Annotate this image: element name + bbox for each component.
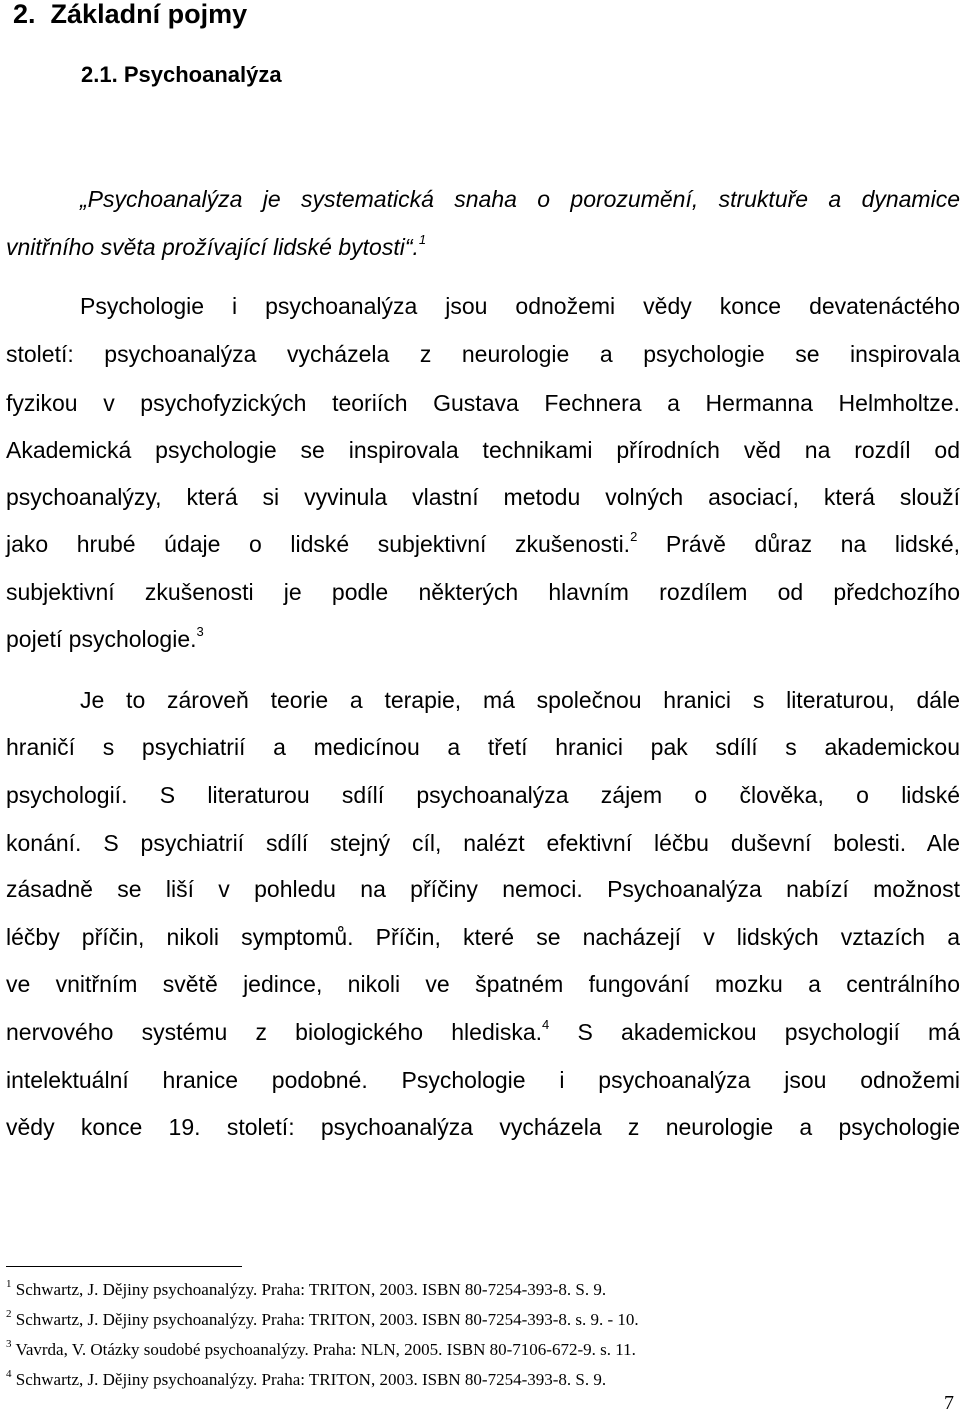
paragraph-line: psychoanalýzy, která si vyvinula vlastní metodu volných asociací, která slouží: [6, 484, 960, 510]
paragraph-line: léčby příčin, nikoli symptomů. Příčin, které se nacházejí v lidských vztazích a: [6, 924, 960, 950]
paragraph-line: Je to zároveň teorie a terapie, má společnou hranici s literaturou, dále: [80, 687, 960, 713]
quote-text: vnitřního světa prožívající lidské bytosti“.: [6, 234, 419, 260]
footnote-number: 3: [6, 1338, 12, 1350]
paragraph-line: intelektuální hranice podobné. Psychologie i psychoanalýza jsou odnožemi: [6, 1067, 960, 1093]
footnote-text: Schwartz, J. Dějiny psychoanalýzy. Praha: TRITON, 2003. ISBN 80-7254-393-8. S. 9.: [15, 1280, 607, 1299]
footnote-number: 4: [6, 1368, 12, 1380]
quote-line: „Psychoanalýza je systematická snaha o porozumění, struktuře a dynamice: [80, 186, 960, 212]
paragraph-line: [6, 624, 960, 654]
paragraph-text: pojetí psychologie.: [6, 626, 197, 652]
paragraph-text: Právě důraz na lidské,: [637, 531, 960, 557]
footnote-text: Schwartz, J. Dějiny psychoanalýzy. Praha: TRITON, 2003. ISBN 80-7254-393-8. s. 9. - 10.: [15, 1310, 639, 1329]
subsection-title: Psychoanalýza: [123, 62, 282, 87]
footnote-ref: 2: [630, 529, 638, 544]
footnote-ref: 4: [542, 1017, 550, 1032]
footnote-ref: 3: [196, 624, 204, 639]
footnote-separator: [6, 1266, 242, 1267]
footnote: [6, 1339, 636, 1361]
footnote: [6, 1279, 606, 1301]
paragraph-line: Psychologie i psychoanalýza jsou odnožemi vědy konce devatenáctého: [80, 293, 960, 319]
footnote-text: Vavrda, V. Otázky soudobé psychoanalýzy. Praha: NLN, 2005. ISBN 80-7106-672-9. s. 11.: [15, 1340, 636, 1359]
paragraph-line: [6, 1017, 960, 1047]
footnote-text: Schwartz, J. Dějiny psychoanalýzy. Praha: TRITON, 2003. ISBN 80-7254-393-8. S. 9.: [15, 1370, 607, 1389]
footnote-ref: 1: [418, 232, 427, 247]
quote-line: [6, 232, 960, 262]
paragraph-text: nervového systému z biologického hlediska.: [6, 1019, 543, 1045]
paragraph-line: zásadně se liší v pohledu na příčiny nemoci. Psychoanalýza nabízí možnost: [6, 876, 960, 902]
subsection-number: 2.1.: [81, 62, 118, 87]
page-number: 7: [944, 1392, 954, 1414]
footnote-number: 1: [6, 1278, 12, 1290]
paragraph-line: století: psychoanalýza vycházela z neurologie a psychologie se inspirovala: [6, 341, 960, 367]
paragraph-line: vědy konce 19. století: psychoanalýza vycházela z neurologie a psychologie: [6, 1114, 960, 1140]
paragraph-line: psychologií. S literaturou sdílí psychoanalýza zájem o člověka, o lidské: [6, 782, 960, 808]
footnote: [6, 1369, 606, 1391]
paragraph-text: jako hrubé údaje o lidské subjektivní zkušenosti.: [6, 531, 631, 557]
paragraph-line: [6, 529, 960, 559]
footnote: [6, 1309, 639, 1331]
paragraph-line: subjektivní zkušenosti je podle některých hlavním rozdílem od předchozího: [6, 579, 960, 605]
footnote-number: 2: [6, 1308, 12, 1320]
paragraph-text: S akademickou psychologií má: [549, 1019, 960, 1045]
subsection-heading: [81, 60, 282, 90]
paragraph-line: konání. S psychiatrií sdílí stejný cíl, nalézt efektivní léčbu duševní bolesti. Ale: [6, 830, 960, 856]
section-heading: [13, 0, 247, 32]
paragraph-line: ve vnitřním světě jedince, nikoli ve špatném fungování mozku a centrálního: [6, 971, 960, 997]
section-title: Základní pojmy: [50, 0, 248, 29]
paragraph-line: fyzikou v psychofyzických teoriích Gustava Fechnera a Hermanna Helmholtze.: [6, 390, 960, 416]
paragraph-line: hraničí s psychiatrií a medicínou a třetí hranici pak sdílí s akademickou: [6, 734, 960, 760]
paragraph-line: Akademická psychologie se inspirovala technikami přírodních věd na rozdíl od: [6, 437, 960, 463]
section-number: 2.: [13, 0, 36, 29]
